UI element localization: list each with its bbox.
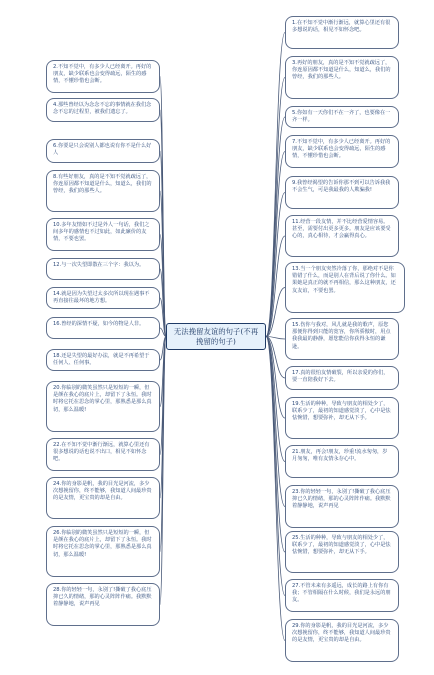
right-branch-node-9[interactable]: 17.真的很怕友情破裂，所以亲爱的你们，要一直陪我好下去。	[285, 366, 399, 390]
right-connector-15	[266, 337, 285, 641]
left-branch-node-3[interactable]: 6.你要是只会说别人都也说有你不是什么好人	[46, 139, 160, 163]
left-branch-node-5[interactable]: 10.多年友情如不过是外人一句话，我们之间多年的感情也不过如此，如此廉价的友情，不要也罢。	[46, 218, 160, 251]
right-branch-node-1[interactable]: 1.在不知不觉中渐行渐远，就算心里还有很多想说的话，相见不如怀念吧。	[285, 16, 399, 49]
left-branch-node-1[interactable]: 2.不知不觉中，有多少人已经离开。再好的朋友，缺少联系也会变得疏远，陌生的感情，不懂珍惜也会断。	[46, 60, 160, 93]
right-branch-node-12[interactable]: 23.你的轻轻一句，永别了!撕破了我心底压抑已久的情绪，那的心灵阵阵作痛。我默默着静静地，说声再见	[285, 485, 399, 528]
left-branch-node-9[interactable]: 18.还是失望的最好办法，就是不再希望于任何人、任何事。	[46, 349, 160, 371]
left-branch-node-14[interactable]: 28.你的轻轻一句，永别了!撕破了我心底压抑已久的情绪，那的心灵阵阵作痛。我默默着静静地，说声再见	[46, 583, 160, 626]
right-branch-node-10[interactable]: 19.生活的种种，导致与朋友的相处少了，联系少了，最初的知道感觉淡了，心中是怯怯惋惜，想要弥补，却无从下手。	[285, 397, 399, 439]
left-branch-node-10[interactable]: 20.你临别的微笑虽然只是短短的一瞬，但是颜在我心的底片上，却留下了永恒。我时时将它托在思念的掌心里，那熟悉是那么真切，那么温暖!	[46, 381, 160, 432]
right-branch-node-5[interactable]: 9.我曾经渴望的告诉你那不到可以告诉我我不会生气，可是我最我的人欺骗我!	[285, 176, 399, 209]
left-branch-node-2[interactable]: 4.那些曾经以为念念不忘的事情就在我们念念不忘的过程里，被我们遗忘了。	[46, 98, 160, 122]
right-connector-2	[266, 78, 285, 337]
right-branch-node-2[interactable]: 3.再好的朋友，真的是不知不觉就疏远了，你连原因都不知道是什么，知道么，我们的曾经，我们的那些人。	[285, 56, 399, 99]
right-connector-1	[266, 33, 285, 337]
right-connector-13	[266, 337, 285, 553]
right-branch-node-14[interactable]: 27.不管未来有多遥远，成长的路上有你有我；不管相隔在什么时候，我们是永远的朋友。	[285, 579, 399, 612]
right-connector-3	[266, 117, 285, 337]
left-branch-node-4[interactable]: 8.有些好朋友，真的是不知不觉就疏远了，你连原因都不知道是什么，知道么，我们的曾经，我们的那些人。	[46, 170, 160, 212]
right-branch-node-6[interactable]: 11.经营一段友情，并不比经营爱情容易。甚至，需要付出更多更多。朋友是应该要受心的，真心相待，才会赢得真心。	[285, 215, 399, 257]
right-branch-node-8[interactable]: 15.伤你与我对，风儿就是我的歌声，原您那便你得到只能的宽容，你所骄傲时，用点我我最的静静，愿您能信你获得永恒的谦逊。	[285, 318, 399, 360]
right-branch-node-11[interactable]: 21.朋友，再会!朋友，珍重!流水匆匆，岁月匆匆，唯有友情永存心中。	[285, 445, 399, 478]
left-branch-node-8[interactable]: 16.曾经的深情不疑，如今的物是人非。	[46, 317, 160, 339]
right-branch-node-3[interactable]: 5.你如有一天你们不在一齐了，也要像在一齐一样。	[285, 106, 399, 128]
right-branch-node-15[interactable]: 29.你的身影是帆，我的目光是河流，多少次想挽留你，终不能够，我知道人间最珍贵的是友情，更宝贵的却是自由。	[285, 619, 399, 662]
right-branch-node-13[interactable]: 25.生活的种种，导致与朋友的相处少了，联系少了，最初的知道感觉淡了，心中是怯怯惋惜，想要弥补，却无从下手。	[285, 531, 399, 573]
right-branch-node-4[interactable]: 7.不知不觉中，有多少人已经离开。再好的朋友，缺少联系也会变得疏远，陌生的感情，不懂珍惜也会断。	[285, 135, 399, 168]
right-branch-node-7[interactable]: 13.当一个朋友突然冷落了你，那绝对不是你错错了什么，而是别人在背后说了你什么。如果她是真正的就不再相信，那么这种朋友，还友友谊，不要也罢。	[285, 262, 405, 313]
central-topic[interactable]: 无法挽留友谊的句子(不再挽留的句子)	[166, 323, 266, 350]
left-branch-node-13[interactable]: 26.你临别的微笑虽然只是短短的一瞬，但是颜在我心的底片上，却留下了永恒。我时时将它托在思念的掌心里，那熟悉是那么真切，那么温暖!	[46, 526, 160, 577]
left-branch-node-6[interactable]: 12.与一次失望即散在三个字：我以为。	[46, 258, 160, 280]
left-branch-node-7[interactable]: 14.就是因为失望过太多次所以现在遇事不再直接往最坏的地方想。	[46, 287, 160, 309]
left-branch-node-11[interactable]: 22.在不知不觉中渐行渐远，就算心里还有很多想说的话也说不出口，相见不如怀念吧。	[46, 438, 160, 471]
left-branch-node-12[interactable]: 24.你的身影是帆，我的目光是河流，多少次想挽留你，终不能够，我知道人间最珍贵的是友情，更宝贵的却是自由。	[46, 477, 160, 519]
